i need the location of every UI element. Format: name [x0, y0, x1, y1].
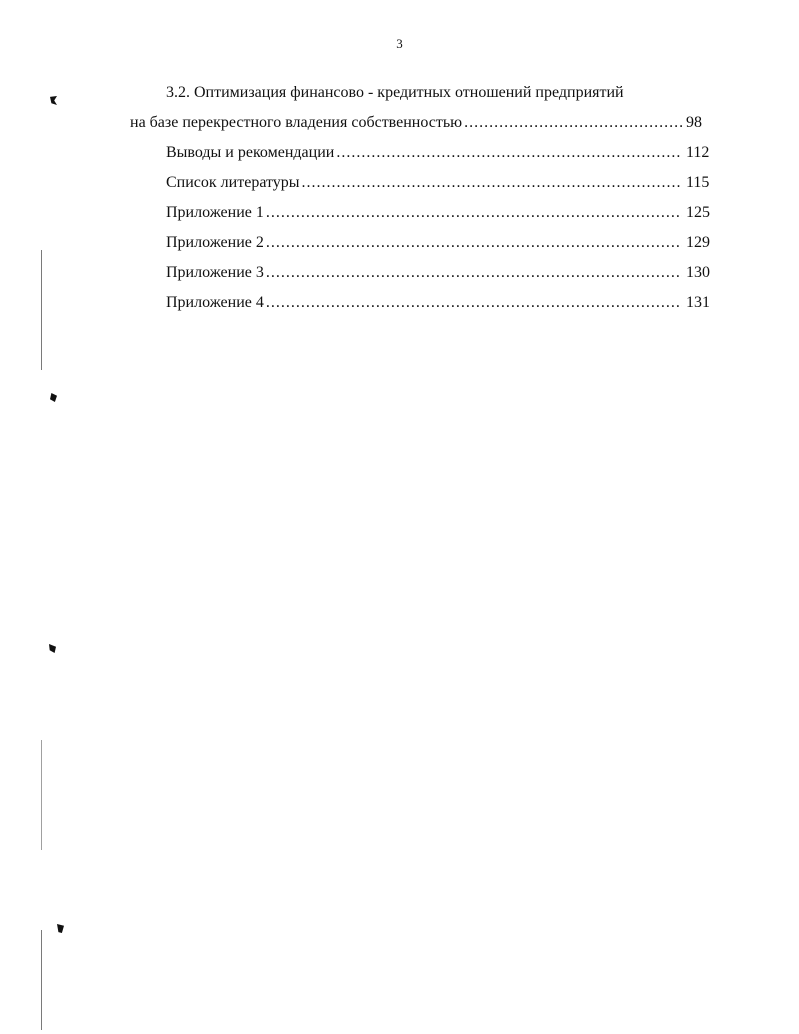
toc-entry-page: 98 [686, 114, 702, 131]
scan-edge-line [41, 740, 42, 850]
toc-entry-title: Выводы и рекомендации [166, 144, 335, 161]
toc-entry-title: Приложение 1 [166, 204, 264, 221]
toc-entry [130, 288, 720, 318]
toc-entry-page: 131 [686, 294, 710, 311]
scan-edge-line [41, 930, 42, 1030]
toc-entry-title: Приложение 4 [166, 294, 264, 311]
dot-leader [302, 168, 682, 198]
toc-entry-page: 129 [686, 234, 710, 251]
scan-mark [57, 924, 64, 933]
toc-entry [130, 168, 720, 198]
toc-entry-3-2 [130, 108, 720, 138]
table-of-contents [130, 78, 720, 318]
toc-entry [130, 138, 720, 168]
scan-edge-line [41, 250, 42, 370]
dot-leader [464, 108, 682, 138]
dot-leader [266, 258, 682, 288]
page-number: 3 [396, 36, 403, 51]
dot-leader [266, 198, 682, 228]
toc-entry [130, 198, 720, 228]
dot-leader [336, 138, 682, 168]
toc-entry-title: Приложение 2 [166, 234, 264, 251]
toc-entry-page: 115 [686, 174, 710, 191]
toc-entry-page: 125 [686, 204, 710, 221]
toc-entry-page: 130 [686, 264, 710, 281]
scan-mark [50, 96, 57, 105]
scan-mark [50, 393, 57, 402]
dot-leader [266, 288, 682, 318]
toc-entry-page: 112 [686, 144, 710, 161]
dot-leader [266, 228, 682, 258]
scan-mark [49, 644, 56, 653]
toc-entry [130, 258, 720, 288]
toc-entry-title: Список литературы [166, 174, 300, 191]
toc-entry-3-2-line1: 3.2. Оптимизация финансово - кредитных отношений предприятий [166, 84, 624, 101]
toc-entry-title: Приложение 3 [166, 264, 264, 281]
toc-entry-title: на базе перекрестного владения собственностью [130, 114, 463, 131]
toc-entry [130, 228, 720, 258]
